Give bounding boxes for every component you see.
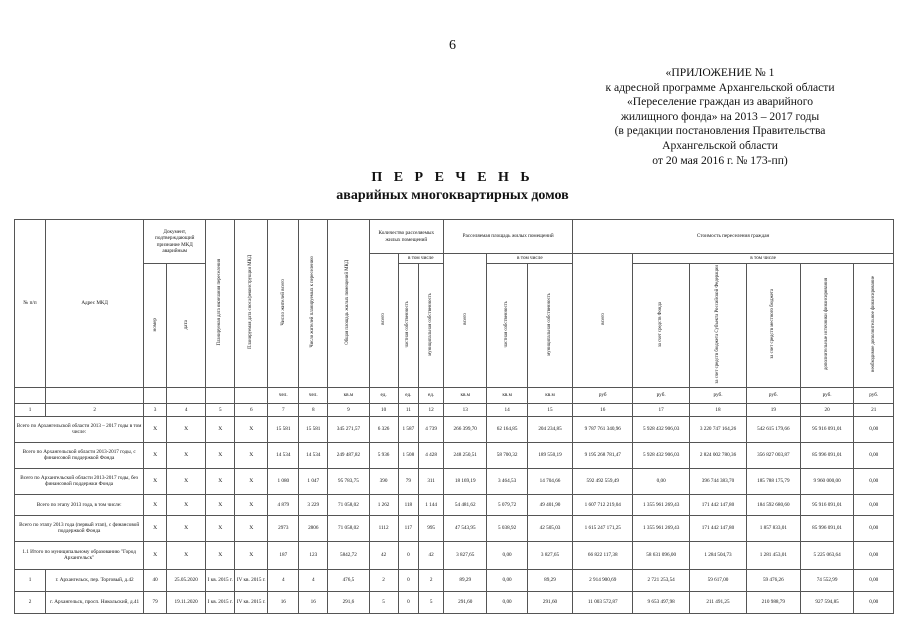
table-cell: IV кв. 2015 г. [235, 569, 268, 591]
table-cell: 4 428 [419, 442, 444, 468]
table-cell: 74 552,99 [800, 569, 854, 591]
table-cell: 390 [369, 468, 398, 494]
header-area-municipal: муниципальная собственность [527, 264, 573, 388]
column-numbers-row [15, 403, 894, 416]
appendix-line: к адресной программе Архангельской области [605, 80, 835, 94]
unit-cell: руб. [800, 387, 854, 403]
table-cell: 476,5 [328, 569, 369, 591]
table-cell: 396 744 383,70 [690, 468, 747, 494]
table-cell: 59 617,00 [690, 569, 747, 591]
table-cell: 0,00 [854, 494, 894, 515]
table-cell: 3 827,65 [444, 541, 487, 569]
unit-cell: ед. [369, 387, 398, 403]
table-cell: 249 487,82 [328, 442, 369, 468]
column-number: 17 [633, 403, 690, 416]
table-cell: 5 928 432 906,03 [633, 442, 690, 468]
table-cell: 14 534 [299, 442, 328, 468]
table-cell: 14 704,66 [527, 468, 573, 494]
unit-cell: ед. [419, 387, 444, 403]
column-number: 13 [444, 403, 487, 416]
table-cell: 40 [144, 569, 167, 591]
table-cell: 204 234,85 [527, 416, 573, 442]
page-number: 6 [449, 38, 456, 53]
table-cell: 345 271,57 [328, 416, 369, 442]
table-cell: X [206, 442, 235, 468]
column-number: 12 [419, 403, 444, 416]
unit-cell: руб. [633, 387, 690, 403]
table-cell: 211 491,25 [690, 591, 747, 613]
table-row [15, 468, 894, 494]
header-planned-resettlement: Планируемая дата окончания переселения [206, 220, 235, 388]
table-cell: 0 [398, 569, 419, 591]
table-cell: 9 960 000,00 [800, 468, 854, 494]
table-row [15, 569, 894, 591]
table-cell: 6 326 [369, 416, 398, 442]
table-cell: X [144, 494, 167, 515]
table-cell: 58 631 096,00 [633, 541, 690, 569]
table-cell: 54 481,62 [444, 494, 487, 515]
column-number: 10 [369, 403, 398, 416]
appendix-line: «Переселение граждан из аварийного [627, 95, 813, 109]
table-cell: 42 [369, 541, 398, 569]
document-title: П Е Р Е Ч Е Н Ь [371, 170, 534, 185]
table-cell: 117 [398, 515, 419, 541]
table-cell: 0 [398, 541, 419, 569]
table-cell: 5 928 432 906,03 [633, 416, 690, 442]
table-cell: 185 788 175,79 [746, 468, 800, 494]
table-cell: 311 [419, 468, 444, 494]
table-cell: 1 587 [398, 416, 419, 442]
table-cell: 210 988,79 [746, 591, 800, 613]
table-cell: 995 [419, 515, 444, 541]
document-subtitle: аварийных многоквартирных домов [336, 188, 569, 203]
table-cell: 71 058,02 [328, 515, 369, 541]
table-cell: 1 615 247 171,25 [573, 515, 633, 541]
table-cell: 2 914 900,69 [573, 569, 633, 591]
table-cell: X [235, 416, 268, 442]
unit-cell: руб. [854, 387, 894, 403]
table-cell: 291,6 [328, 591, 369, 613]
table-cell: 0,00 [854, 541, 894, 569]
table-cell: IV кв. 2015 г. [235, 591, 268, 613]
column-number: 6 [235, 403, 268, 416]
table-cell: 0,00 [487, 569, 527, 591]
table-cell: I кв. 2015 г. [206, 591, 235, 613]
table-cell: X [166, 468, 205, 494]
column-number: 8 [299, 403, 328, 416]
table-cell: X [144, 442, 167, 468]
column-number: 3 [144, 403, 167, 416]
table-cell: 5 936 [369, 442, 398, 468]
table-cell: 1 080 [268, 468, 299, 494]
table-cell: 1 047 [299, 468, 328, 494]
header-area-total: всего [444, 254, 487, 388]
table-cell: 95 916 091,01 [800, 416, 854, 442]
table-cell: 1 508 [398, 442, 419, 468]
unit-cell [15, 387, 46, 403]
table-cell: 187 [268, 541, 299, 569]
table-cell: 0,00 [633, 468, 690, 494]
table-cell: X [144, 541, 167, 569]
table-cell: 3 220 747 164,26 [690, 416, 747, 442]
header-cost-fund: за счет средств Фонда [633, 264, 690, 388]
row-label: Всего по Архангельской области 2013-2017 годы, с финансовой поддержкой Фонда [15, 442, 144, 468]
table-cell: 1 355 961 269,43 [633, 515, 690, 541]
table-cell: 2973 [268, 515, 299, 541]
table-cell: 123 [299, 541, 328, 569]
table-cell: 89,29 [444, 569, 487, 591]
appendix-heading [600, 66, 840, 168]
table-cell: 248 250,51 [444, 442, 487, 468]
table-cell: 4 [299, 569, 328, 591]
table-cell: 42 [419, 541, 444, 569]
row-label: Всего по этапу 2013 года (первый этап), с финансовой поддержкой Фонда [15, 515, 144, 541]
header-rooms-municipal: муниципальная собственность [419, 264, 444, 388]
table-cell: 0,00 [854, 416, 894, 442]
column-number: 4 [166, 403, 205, 416]
table-cell: 15 581 [268, 416, 299, 442]
table-cell: X [144, 416, 167, 442]
header-cost-including: в том числе [633, 254, 894, 264]
row-label: Всего по Архангельской области 2013 – 2017 годы в том числе: [15, 416, 144, 442]
header-rooms-total: всего [369, 254, 398, 388]
table-cell: 1112 [369, 515, 398, 541]
column-number: 11 [398, 403, 419, 416]
column-number: 20 [800, 403, 854, 416]
unit-cell: кв.м [527, 387, 573, 403]
table-cell: 95 783,75 [328, 468, 369, 494]
column-number: 9 [328, 403, 369, 416]
table-cell: X [166, 442, 205, 468]
table-cell: 291,60 [527, 591, 573, 613]
table-cell: 1 144 [419, 494, 444, 515]
table-cell: 1 607 712 219,04 [573, 494, 633, 515]
row-address: г. Архангельск, пер. Торговый, д.42 [46, 569, 144, 591]
table-cell: X [166, 494, 205, 515]
table-cell: X [206, 541, 235, 569]
table-cell: 5 038,92 [487, 515, 527, 541]
table-cell: 85 996 091,01 [800, 515, 854, 541]
table-cell: 1 857 833,01 [746, 515, 800, 541]
table-cell: 0,00 [854, 569, 894, 591]
unit-cell: руб. [690, 387, 747, 403]
header-rooms-including: в том числе [398, 254, 443, 264]
table-cell: X [235, 468, 268, 494]
column-number: 7 [268, 403, 299, 416]
table-cell: 356 827 003,87 [746, 442, 800, 468]
column-number: 21 [854, 403, 894, 416]
table-cell: 171 442 147,80 [690, 515, 747, 541]
table-row [15, 442, 894, 468]
header-area-including: в том числе [487, 254, 573, 264]
emergency-houses-table [14, 219, 894, 614]
header-area-private: частная собственность [487, 264, 527, 388]
table-cell: 4 [268, 569, 299, 591]
table-cell: 79 [144, 591, 167, 613]
table-cell: 5 [419, 591, 444, 613]
table-cell: 0,00 [854, 468, 894, 494]
table-cell: 2 [419, 569, 444, 591]
table-cell: X [206, 468, 235, 494]
table-cell: 2 [15, 591, 46, 613]
table-cell: X [166, 541, 205, 569]
header-total-area: Общая площадь жилых помещений МКД [328, 220, 369, 388]
table-cell: 9 787 761 340,96 [573, 416, 633, 442]
table-cell: 2 [369, 569, 398, 591]
unit-cell [206, 387, 235, 403]
column-number: 2 [46, 403, 144, 416]
table-cell: 59 476,26 [746, 569, 800, 591]
column-number: 14 [487, 403, 527, 416]
table-cell: 89,29 [527, 569, 573, 591]
row-address: г. Архангельск, просп. Никольский, д.41 [46, 591, 144, 613]
table-cell: 266 399,70 [444, 416, 487, 442]
header-cost-local: за счет средств местного бюджета [746, 264, 800, 388]
table-row [15, 591, 894, 613]
table-cell: 0,00 [487, 591, 527, 613]
table-row [15, 515, 894, 541]
header-residents-total: Число жителей всего [268, 220, 299, 388]
table-cell: 0,00 [487, 541, 527, 569]
table-cell: 95 916 091,01 [800, 494, 854, 515]
table-cell: 0 [398, 591, 419, 613]
table-cell: 85 996 091,01 [800, 442, 854, 468]
table-cell: X [235, 541, 268, 569]
header-cost-subject: за счет средств бюджета Субъекта Российской Федерации [690, 264, 747, 388]
table-cell: X [235, 515, 268, 541]
table-cell: 5 079,72 [487, 494, 527, 515]
header-doc-date: дата [166, 264, 205, 388]
unit-cell: кв.м [487, 387, 527, 403]
table-cell: X [206, 515, 235, 541]
table-cell: 15 581 [299, 416, 328, 442]
row-label: Всего по этапу 2013 года, в том числе: [15, 494, 144, 515]
table-cell: 2806 [299, 515, 328, 541]
table-cell: 118 [398, 494, 419, 515]
appendix-line: от 20 мая 2016 г. № 173-пп) [652, 153, 788, 167]
table-cell: 47 543,95 [444, 515, 487, 541]
unit-cell [235, 387, 268, 403]
table-cell: 79 [398, 468, 419, 494]
table-cell: 58 700,32 [487, 442, 527, 468]
table-cell: 171 442 147,80 [690, 494, 747, 515]
table-cell: X [235, 494, 268, 515]
table-cell: 2 721 253,54 [633, 569, 690, 591]
column-number: 16 [573, 403, 633, 416]
table-cell: 0,00 [854, 442, 894, 468]
table-cell: 3 464,53 [487, 468, 527, 494]
table-cell: X [206, 416, 235, 442]
row-label: 1.1 Итого по муниципальному образованию "Город Архангельск" [15, 541, 144, 569]
column-number: 5 [206, 403, 235, 416]
table-cell: 19.11.2020 [166, 591, 205, 613]
table-cell: 11 003 572,87 [573, 591, 633, 613]
column-number: 18 [690, 403, 747, 416]
table-cell: 189 550,19 [527, 442, 573, 468]
table-cell: 3 827,65 [527, 541, 573, 569]
unit-cell: чел. [268, 387, 299, 403]
table-cell: 25.05.2020 [166, 569, 205, 591]
header-address: Адрес МКД [46, 220, 144, 388]
unit-cell: руб [573, 387, 633, 403]
table-cell: 0,00 [854, 591, 894, 613]
table-row [15, 541, 894, 569]
table-cell: 5 [369, 591, 398, 613]
table-cell: 0,00 [854, 515, 894, 541]
appendix-line: (в редакции постановления Правительства [614, 124, 826, 138]
unit-cell [144, 387, 167, 403]
table-cell: 16 [268, 591, 299, 613]
table-cell: 49 401,90 [527, 494, 573, 515]
table-cell: 927 594,85 [800, 591, 854, 613]
header-rooms-group: Количество расселяемых жилых помещений [369, 220, 443, 254]
table-cell: X [166, 416, 205, 442]
table-cell: 66 822 117,38 [573, 541, 633, 569]
table-cell: 1 262 [369, 494, 398, 515]
unit-cell: кв.м [444, 387, 487, 403]
table-cell: 62 164,85 [487, 416, 527, 442]
table-cell: 5 225 063,64 [800, 541, 854, 569]
table-cell: 9 195 268 781,47 [573, 442, 633, 468]
table-cell: 4 739 [419, 416, 444, 442]
unit-cell: руб. [746, 387, 800, 403]
table-cell: 184 592 680,60 [746, 494, 800, 515]
row-label: Всего по Архангельской области 2013-2017 годы, без финансовой поддержки Фонда [15, 468, 144, 494]
table-cell: 1 355 961 269,43 [633, 494, 690, 515]
table-cell: 42 505,03 [527, 515, 573, 541]
header-residents-planned: Число жителей планируемых к переселению [299, 220, 328, 388]
units-row [15, 387, 894, 403]
table-cell: 18 169,19 [444, 468, 487, 494]
table-cell: 16 [299, 591, 328, 613]
header-doc-number: номер [144, 264, 167, 388]
unit-cell [166, 387, 205, 403]
table-cell: 4 879 [268, 494, 299, 515]
table-row [15, 416, 894, 442]
table-cell: 592 492 559,49 [573, 468, 633, 494]
table-cell: 9 653 497,98 [633, 591, 690, 613]
table-cell: 1 [15, 569, 46, 591]
appendix-line: «ПРИЛОЖЕНИЕ № 1 [665, 66, 775, 79]
table-cell: 1 284 504,73 [690, 541, 747, 569]
header-document: Документ, подтверждающий признание МКД аварийным [144, 220, 206, 264]
table-row [15, 494, 894, 515]
column-number: 15 [527, 403, 573, 416]
header-cost-required: необходимое дополнительное финансирование [854, 264, 894, 388]
table-cell: 542 615 179,66 [746, 416, 800, 442]
table-cell: X [235, 442, 268, 468]
column-number: 19 [746, 403, 800, 416]
table-cell: 1 281 453,01 [746, 541, 800, 569]
table-cell: 3 229 [299, 494, 328, 515]
unit-cell: кв.м [328, 387, 369, 403]
header-planned-demolition: Планируемая дата сноса/реконструкции МКД [235, 220, 268, 388]
table-cell: 2 824 002 780,36 [690, 442, 747, 468]
table-cell: 14 534 [268, 442, 299, 468]
table-cell: 5842,72 [328, 541, 369, 569]
header-cost-total: всего [573, 254, 633, 388]
table-cell: X [166, 515, 205, 541]
unit-cell: чел. [299, 387, 328, 403]
header-rooms-private: частная собственность [398, 264, 419, 388]
appendix-line: жилищного фонда» на 2013 – 2017 годы [620, 109, 820, 123]
table-cell: 291,60 [444, 591, 487, 613]
header-num: № п/п [15, 220, 46, 388]
column-number: 1 [15, 403, 46, 416]
appendix-line: Архангельской области [662, 138, 778, 152]
header-cost-group: Стоимость переселения граждан [573, 220, 894, 254]
table-cell: X [206, 494, 235, 515]
unit-cell: ед. [398, 387, 419, 403]
unit-cell [46, 387, 144, 403]
table-cell: 71 058,02 [328, 494, 369, 515]
table-cell: X [144, 468, 167, 494]
table-cell: I кв. 2015 г. [206, 569, 235, 591]
table-cell: X [144, 515, 167, 541]
header-cost-additional: дополнительные источники финансирования [800, 264, 854, 388]
header-area-group: Расселяемая площадь жилых помещений [444, 220, 573, 254]
